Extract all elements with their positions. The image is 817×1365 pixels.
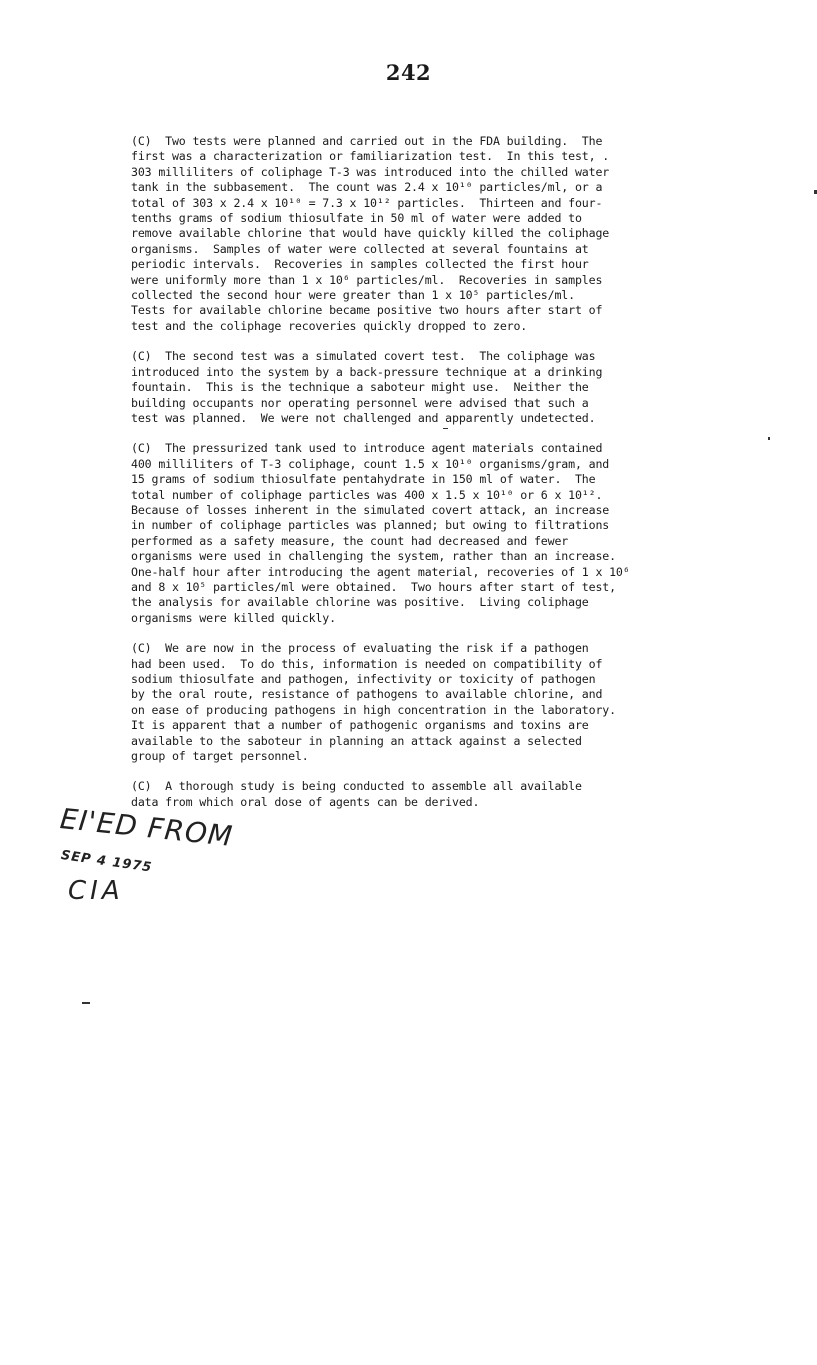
text-line: 15 grams of sodium thiosulfate pentahydrate in 150 ml of water. The xyxy=(131,472,596,487)
text-line: Tests for available chlorine became positive two hours after start of xyxy=(131,303,603,318)
scan-speck xyxy=(82,1002,90,1004)
paragraph-4 xyxy=(131,641,711,764)
text-line: organisms. Samples of water were collected at several fountains at xyxy=(131,241,589,256)
text-line: by the oral route, resistance of pathogens to available chlorine, and xyxy=(131,687,603,702)
page-number: 242 xyxy=(385,60,432,85)
text-line: collected the second hour were greater than 1 x 10⁵ particles/ml. xyxy=(131,288,575,303)
text-line: 303 milliliters of coliphage T-3 was introduced into the chilled water xyxy=(131,164,610,179)
text-line: had been used. To do this, information is needed on compatibility of xyxy=(131,656,603,671)
text-line: total number of coliphage particles was 400 x 1.5 x 10¹⁰ or 6 x 10¹². xyxy=(131,487,603,502)
text-line: remove available chlorine that would have quickly killed the coliphage xyxy=(131,226,610,241)
text-line: 400 milliliters of T-3 coliphage, count 1.5 x 10¹⁰ organisms/gram, and xyxy=(131,456,610,471)
text-line: Because of losses inherent in the simulated covert attack, an increase xyxy=(131,502,610,517)
declassification-stamp xyxy=(58,800,242,920)
paragraph-3 xyxy=(131,441,711,626)
text-line: organisms were used in challenging the system, rather than an increase. xyxy=(131,549,616,564)
text-line: sodium thiosulfate and pathogen, infectivity or toxicity of pathogen xyxy=(131,672,596,686)
text-line: periodic intervals. Recoveries in samples collected the first hour xyxy=(131,257,589,272)
scan-speck xyxy=(768,437,770,440)
text-line: organisms were killed quickly. xyxy=(131,610,336,625)
text-line: (C) We are now in the process of evaluating the risk if a pathogen xyxy=(131,641,589,656)
paragraph-1 xyxy=(131,134,711,334)
text-line: It is apparent that a number of pathogenic organisms and toxins are xyxy=(131,718,589,733)
text-line: the analysis for available chlorine was positive. Living coliphage xyxy=(131,595,589,610)
text-line: (C) Two tests were planned and carried out in the FDA building. The xyxy=(131,134,603,148)
text-line: on ease of producing pathogens in high concentration in the laboratory. xyxy=(131,702,616,717)
text-line: (C) The second test was a simulated covert test. The coliphage was xyxy=(131,349,596,364)
text-line: One-half hour after introducing the agent material, recoveries of 1 x 10⁶ xyxy=(131,564,630,579)
text-line: test was planned. We were not challenged and apparently undetected. xyxy=(131,410,596,425)
text-line: total of 303 x 2.4 x 10¹⁰ = 7.3 x 10¹² particles. Thirteen and four- xyxy=(131,195,603,210)
stamp-released-from: EI'ED FROM xyxy=(58,802,235,853)
text-line: performed as a safety measure, the count had decreased and fewer xyxy=(131,533,569,548)
text-line: building occupants nor operating personnel were advised that such a xyxy=(131,395,589,410)
text-line: fountain. This is the technique a saboteur might use. Neither the xyxy=(131,380,589,395)
text-line: tank in the subbasement. The count was 2.4 x 10¹⁰ particles/ml, or a xyxy=(131,180,603,195)
text-line: and 8 x 10⁵ particles/ml were obtained. Two hours after start of test, xyxy=(131,579,616,594)
paragraph-2 xyxy=(131,349,711,426)
text-line: (C) A thorough study is being conducted to assemble all available xyxy=(131,779,582,794)
stamp-date: SEP 4 1975 xyxy=(59,848,154,876)
stamp-agency: CIA xyxy=(68,876,124,906)
text-line: data from which oral dose of agents can be derived. xyxy=(131,794,480,809)
text-line: group of target personnel. xyxy=(131,749,309,764)
text-line: in number of coliphage particles was planned; but owing to filtrations xyxy=(131,518,610,533)
text-line: test and the coliphage recoveries quickly dropped to zero. xyxy=(131,318,528,333)
text-line: (C) The pressurized tank used to introduce agent materials contained xyxy=(131,441,603,456)
text-line: were uniformly more than 1 x 10⁶ particles/ml. Recoveries in samples xyxy=(131,272,603,287)
text-line: introduced into the system by a back-pressure technique at a drinking xyxy=(131,364,603,379)
text-line: first was a characterization or familiarization test. In this test, . xyxy=(131,149,610,164)
text-line: available to the saboteur in planning an attack against a selected xyxy=(131,733,582,748)
scan-speck xyxy=(443,428,448,429)
document-body xyxy=(131,134,711,825)
text-line: tenths grams of sodium thiosulfate in 50 ml of water were added to xyxy=(131,211,582,226)
